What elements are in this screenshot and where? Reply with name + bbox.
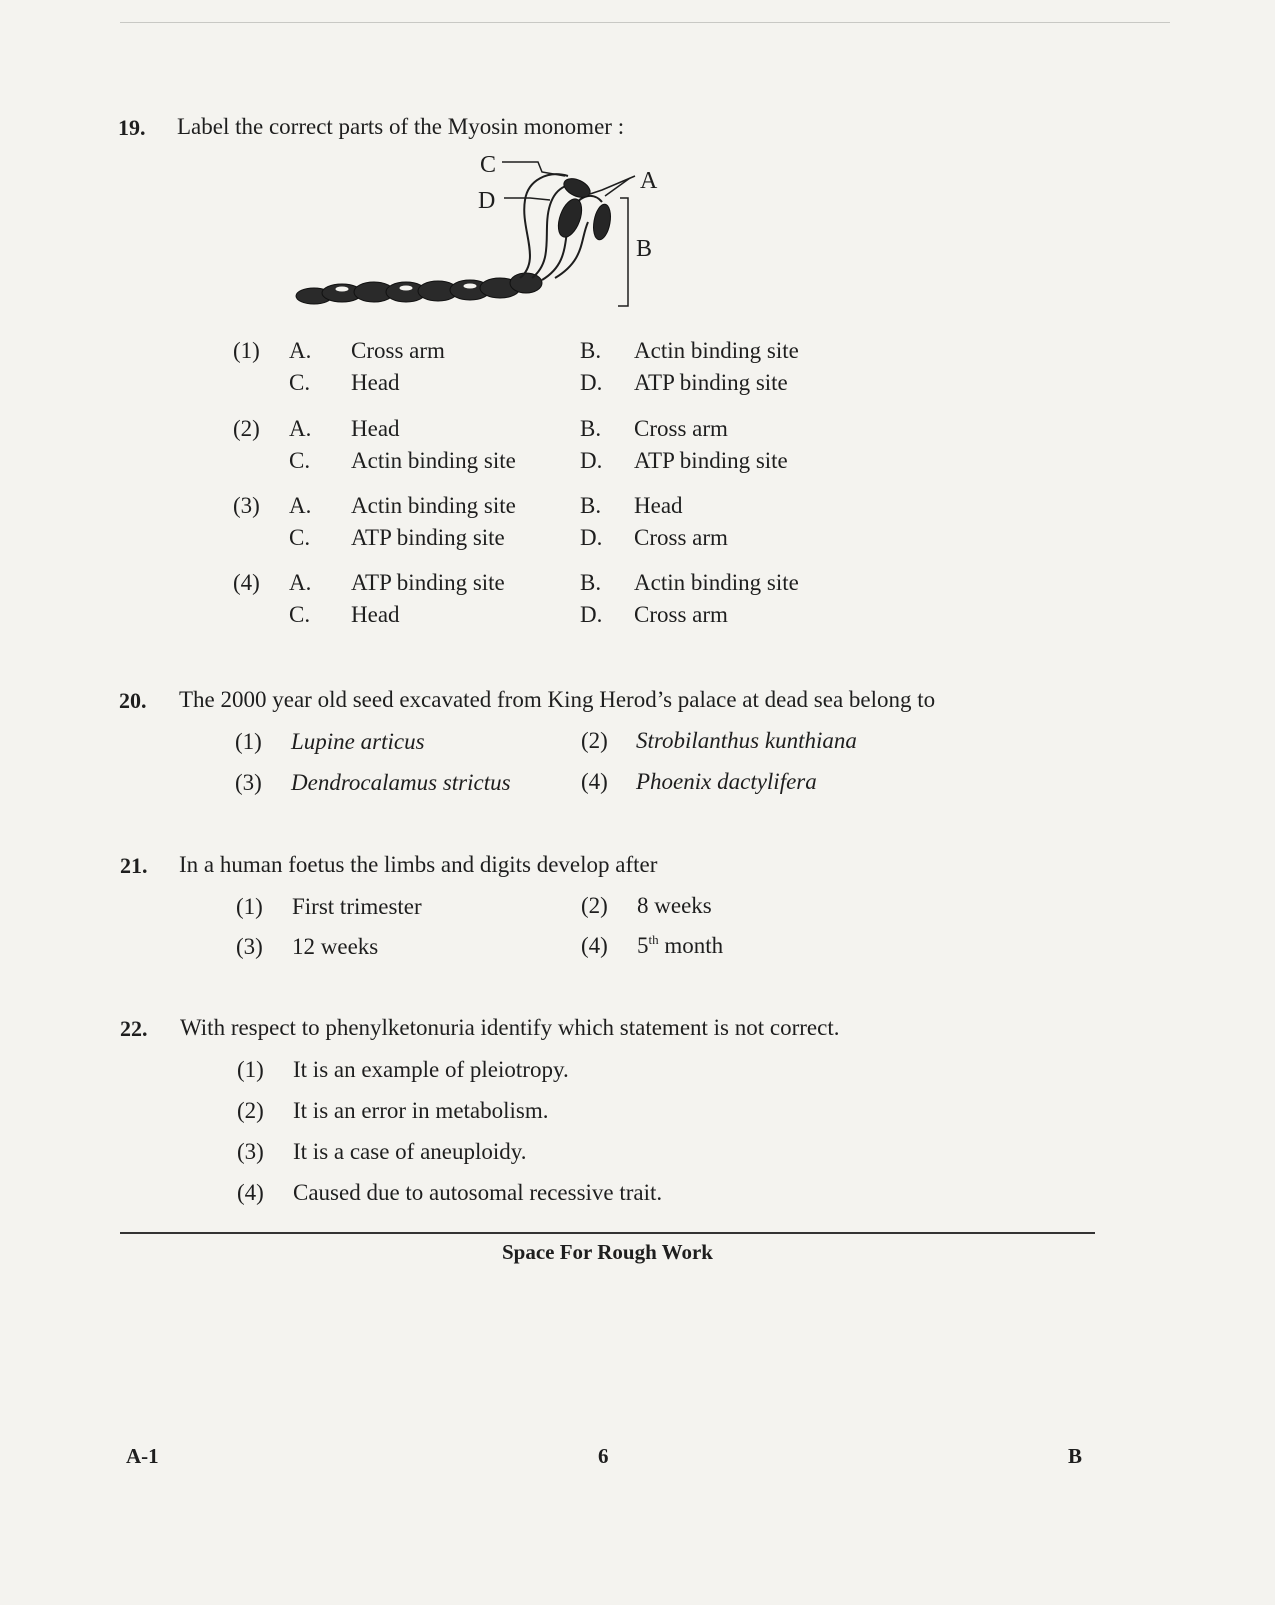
option-value: ATP binding site: [351, 570, 505, 595]
question-text: The 2000 year old seed excavated from King Herod’s palace at dead sea belong to: [179, 687, 936, 712]
option-number: (2): [233, 416, 260, 441]
option-number: (2): [581, 893, 608, 918]
question-text: In a human foetus the limbs and digits develop after: [179, 852, 658, 877]
option-text: It is a case of aneuploidy.: [293, 1139, 527, 1164]
option-value: Cross arm: [634, 602, 728, 627]
footer-version: B: [1068, 1444, 1083, 1468]
option-value: Cross arm: [351, 338, 445, 363]
option-number: (3): [236, 934, 263, 959]
option-value: Head: [351, 370, 400, 395]
option-number: (2): [237, 1098, 264, 1123]
myosin-monomer-diagram: [280, 150, 700, 320]
option-value: ATP binding site: [634, 370, 788, 395]
option-text: Phoenix dactylifera: [636, 769, 817, 794]
option-value: Cross arm: [634, 525, 728, 550]
option-text: Lupine articus: [291, 729, 425, 754]
rough-work-heading: Space For Rough Work: [501, 1240, 713, 1264]
letter-a: A.: [289, 416, 312, 441]
option-text: 8 weeks: [637, 893, 712, 918]
option-number: (4): [237, 1180, 264, 1205]
question-number: 22.: [120, 1016, 148, 1041]
option-text: First trimester: [292, 894, 422, 919]
footer-series-code: A-1: [126, 1444, 159, 1468]
option-text: It is an error in metabolism.: [293, 1098, 549, 1123]
question-text: Label the correct parts of the Myosin monomer :: [177, 114, 625, 139]
option-text: 5th month: [637, 932, 724, 958]
option-value: Actin binding site: [634, 338, 799, 363]
option-value: ATP binding site: [634, 448, 788, 473]
option-number: (1): [236, 894, 263, 919]
diagram-label-c: C: [480, 152, 497, 178]
option-value: Head: [634, 493, 683, 518]
letter-d: D.: [580, 525, 603, 550]
option-value: Actin binding site: [351, 493, 516, 518]
letter-d: D.: [580, 370, 603, 395]
letter-a: A.: [289, 338, 312, 363]
letter-c: C.: [289, 448, 311, 473]
option-number: (1): [235, 729, 262, 754]
rough-work-divider: [120, 1232, 1095, 1234]
letter-d: D.: [580, 448, 603, 473]
option-number: (1): [233, 338, 260, 363]
option-number: (1): [237, 1057, 264, 1082]
option-text: 12 weeks: [292, 934, 379, 959]
letter-c: C.: [289, 525, 311, 550]
diagram-label-b: B: [636, 236, 653, 262]
option-number: (2): [581, 728, 608, 753]
letter-c: C.: [289, 602, 311, 627]
option-text: Dendrocalamus strictus: [291, 770, 511, 795]
top-rule: [120, 22, 1170, 23]
question-number: 19.: [118, 115, 146, 140]
letter-b: B.: [580, 493, 602, 518]
letter-c: C.: [289, 370, 311, 395]
diagram-label-d: D: [478, 188, 496, 214]
option-number: (3): [237, 1139, 264, 1164]
option-number: (4): [233, 570, 260, 595]
option-text: It is an example of pleiotropy.: [293, 1057, 569, 1082]
question-number: 20.: [119, 688, 147, 713]
option-value: Head: [351, 602, 400, 627]
letter-a: A.: [289, 570, 312, 595]
option-value: Actin binding site: [351, 448, 516, 473]
letter-b: B.: [580, 570, 602, 595]
page-number: 6: [598, 1444, 609, 1468]
option-text: Strobilanthus kunthiana: [636, 728, 857, 753]
option-value: Cross arm: [634, 416, 728, 441]
option-number: (3): [233, 493, 260, 518]
letter-d: D.: [580, 602, 603, 627]
question-number: 21.: [120, 853, 148, 878]
option-value: ATP binding site: [351, 525, 505, 550]
option-text: Caused due to autosomal recessive trait.: [293, 1180, 663, 1205]
option-value: Actin binding site: [634, 570, 799, 595]
diagram-label-a: A: [640, 168, 658, 194]
letter-a: A.: [289, 493, 312, 518]
option-number: (4): [581, 769, 608, 794]
option-number: (3): [235, 770, 262, 795]
option-number: (4): [581, 933, 608, 958]
option-value: Head: [351, 416, 400, 441]
letter-b: B.: [580, 416, 602, 441]
letter-b: B.: [580, 338, 602, 363]
question-text: With respect to phenylketonuria identify which statement is not correct.: [180, 1015, 840, 1040]
